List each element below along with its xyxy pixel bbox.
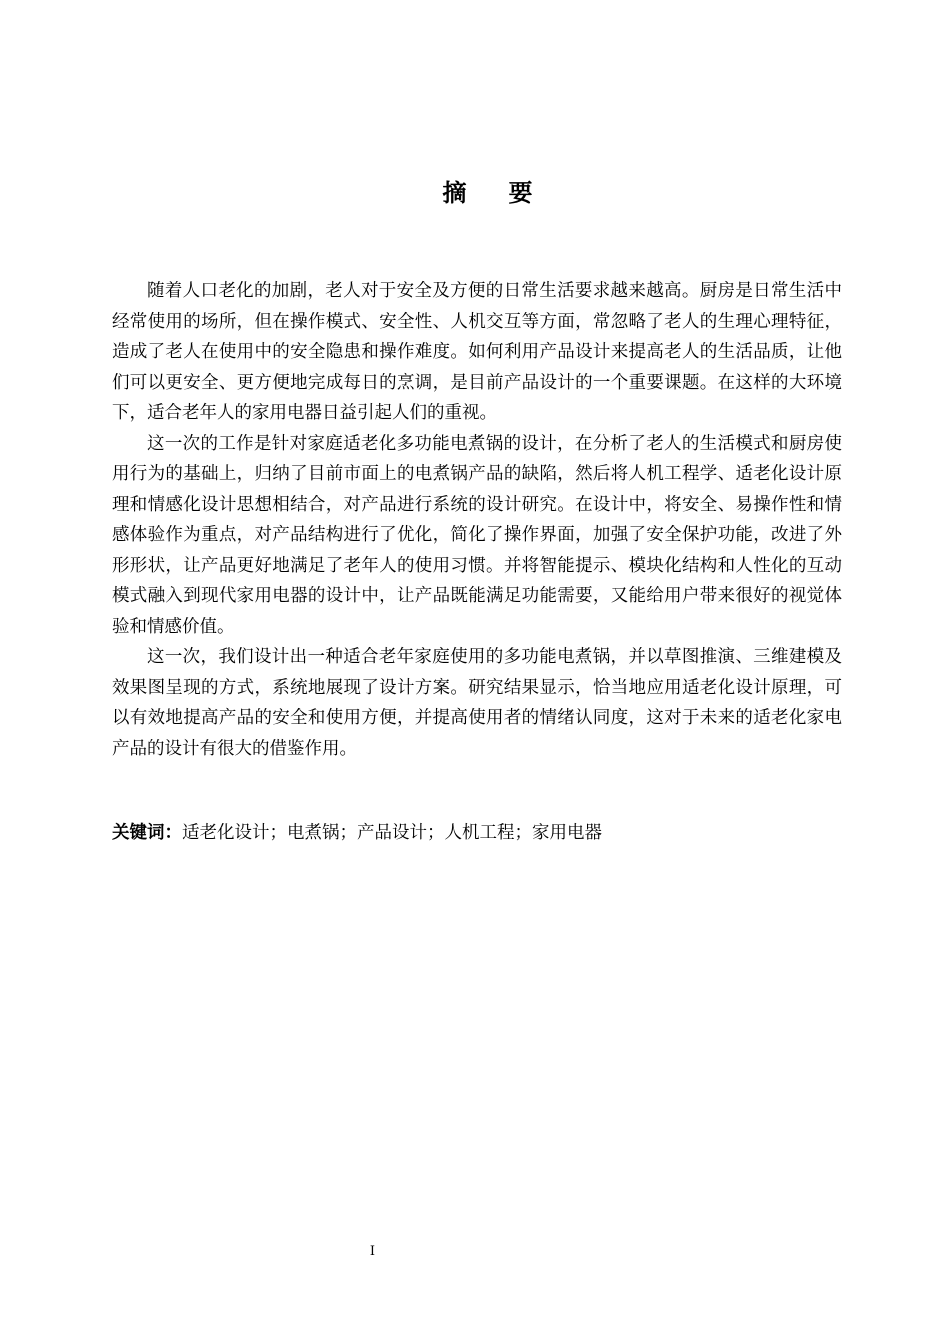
keywords-line (112, 818, 842, 848)
abstract-title (0, 177, 950, 209)
title-char-2: 要 (508, 178, 533, 207)
keywords-label: 关键词： (112, 823, 182, 843)
abstract-paragraph-3: 这一次，我们设计出一种适合老年家庭使用的多功能电煮锅，并以草图推演、三维建模及效果图呈现的方式，系统地展现了设计方案。研究结果显示，恰当地应用适老化设计原理，可以有效地提高产品的安全和使用方便，并提高使用者的情绪认同度，这对于未来的适老化家电产品的设计有很大的借鉴作用。 (112, 647, 842, 759)
abstract-body (112, 276, 842, 764)
title-char-1: 摘 (442, 178, 467, 207)
keywords-text: 适老化设计；电煮锅；产品设计；人机工程；家用电器 (182, 823, 602, 843)
page-number: I (369, 1244, 376, 1259)
abstract-paragraph-2: 这一次的工作是针对家庭适老化多功能电煮锅的设计，在分析了老人的生活模式和厨房使用行为的基础上，归纳了目前市面上的电煮锅产品的缺陷，然后将人机工程学、适老化设计原理和情感化设计思想相结合，对产品进行系统的设计研究。在设计中，将安全、易操作性和情感体验作为重点，对产品结构进行了优化，简化了操作界面，加强了安全保护功能，改进了外形形状，让产品更好地满足了老年人的使用习惯。并将智能提示、模块化结构和人性化的互动模式融入到现代家用电器的设计中，让产品既能满足功能需要，又能给用户带来很好的视觉体验和情感价值。 (112, 433, 842, 637)
abstract-paragraph-1: 随着人口老化的加剧，老人对于安全及方便的日常生活要求越来越高。厨房是日常生活中经常使用的场所，但在操作模式、安全性、人机交互等方面，常忽略了老人的生理心理特征，造成了老人在使用中的安全隐患和操作难度。如何利用产品设计来提高老人的生活品质，让他们可以更安全、更方便地完成每日的烹调，是目前产品设计的一个重要课题。在这样的大环境下，适合老年人的家用电器日益引起人们的重视。 (112, 281, 842, 423)
